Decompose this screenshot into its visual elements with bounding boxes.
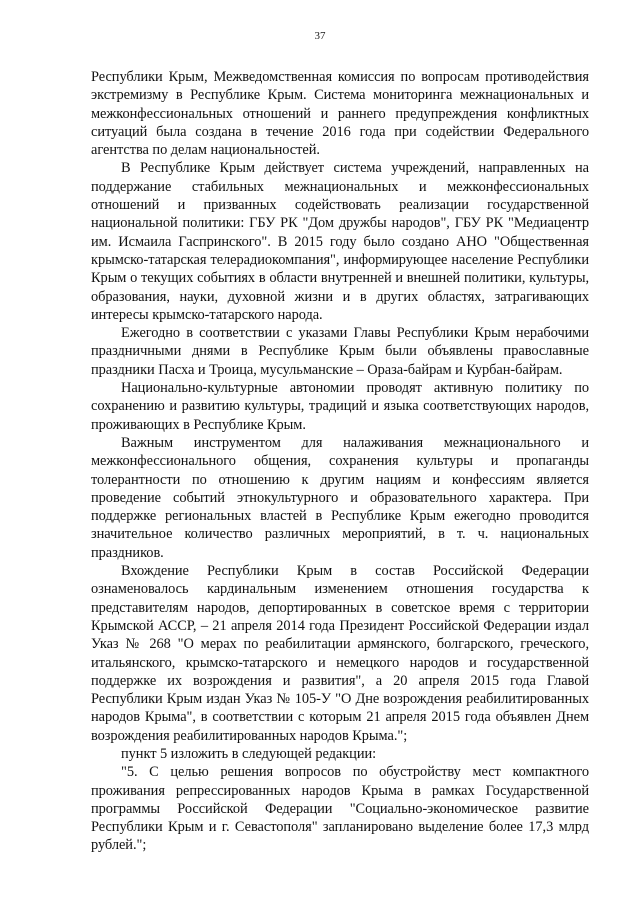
paragraph-2: В Республике Крым действует система учреждений, направленных на поддержание стабильных межнациональных и межконфессиональных отношений и призванных содействовать реализации государственной национальной политики: ГБУ РК "Дом дружбы народов", ГБУ РК "Медиацентр им. Исмаила Гаспринского". В 2015 году было создано АНО "Общественная крымско-татарская телерадиокомпания", информирующее население Республики Крым о текущих событиях в области внутренней и внешней политики, культуры, образования, науки, духовной жизни и в других областях, затрагивающих интересы крымско-татарского народа. [91,160,589,323]
paragraph-6: Вхождение Республики Крым в состав Российской Федерации ознаменовалось кардинальным изменением отношения государства к представителям народов, депортированных в советское время с территории Крымской АССР, – 21 апреля 2014 года Президент Российской Федерации издал Указ № 268 "О мерах по реабилитации армянского, болгарского, греческого, итальянского, крымско-татарского и немецкого народов и государственной поддержке их возрождения и развития", а 20 апреля 2015 года Главой Республики Крым издан Указ № 105-У "О Дне возрождения реабилитированных народов Крыма", в соответствии с которым 21 апреля 2015 года объявлен Днем возрождения реабилитированных народов Крыма."; [91,563,589,744]
paragraph-3: Ежегодно в соответствии с указами Главы Республики Крым нерабочими праздничными днями в Республике Крым были объявлены православные праздники Пасха и Троица, мусульманские – Ораза-байрам и Курбан-байрам. [91,325,589,378]
paragraph-1: Республики Крым, Межведомственная комиссия по вопросам противодействия экстремизму в Республике Крым. Система мониторинга межнациональных и межконфессиональных отношений и раннего предупреждения конфликтных ситуаций была создана в течение 2016 года при содействии Федерального агентства по делам национальностей. [91,69,589,159]
document-body [91,68,589,855]
paragraph-5: Важным инструментом для налаживания межнационального и межконфессионального общения, сохранения культуры и пропаганды толерантности по отношению к другим нациям и конфессиям является проведение событий этнокультурного и образовательного характера. При поддержке региональных властей в Республике Крым ежегодно проводится значительное количество различных мероприятий, в т. ч. национальных праздников. [91,434,589,561]
paragraph-8: "5. С целью решения вопросов по обустройству мест компактного проживания репрессированных народов Крыма в рамках Государственной программы Российской Федерации "Социально-экономическое развитие Республики Крым и г. Севастополя" запланировано выделение более 17,3 млрд рублей."; [91,764,589,854]
paragraph-7: пункт 5 изложить в следующей редакции: [121,745,377,762]
page-number: 37 [314,30,326,42]
paragraph-4: Национально-культурные автономии проводят активную политику по сохранению и развитию культуры, традиций и языка соответствующих народов, проживающих в Республике Крым. [91,380,589,433]
